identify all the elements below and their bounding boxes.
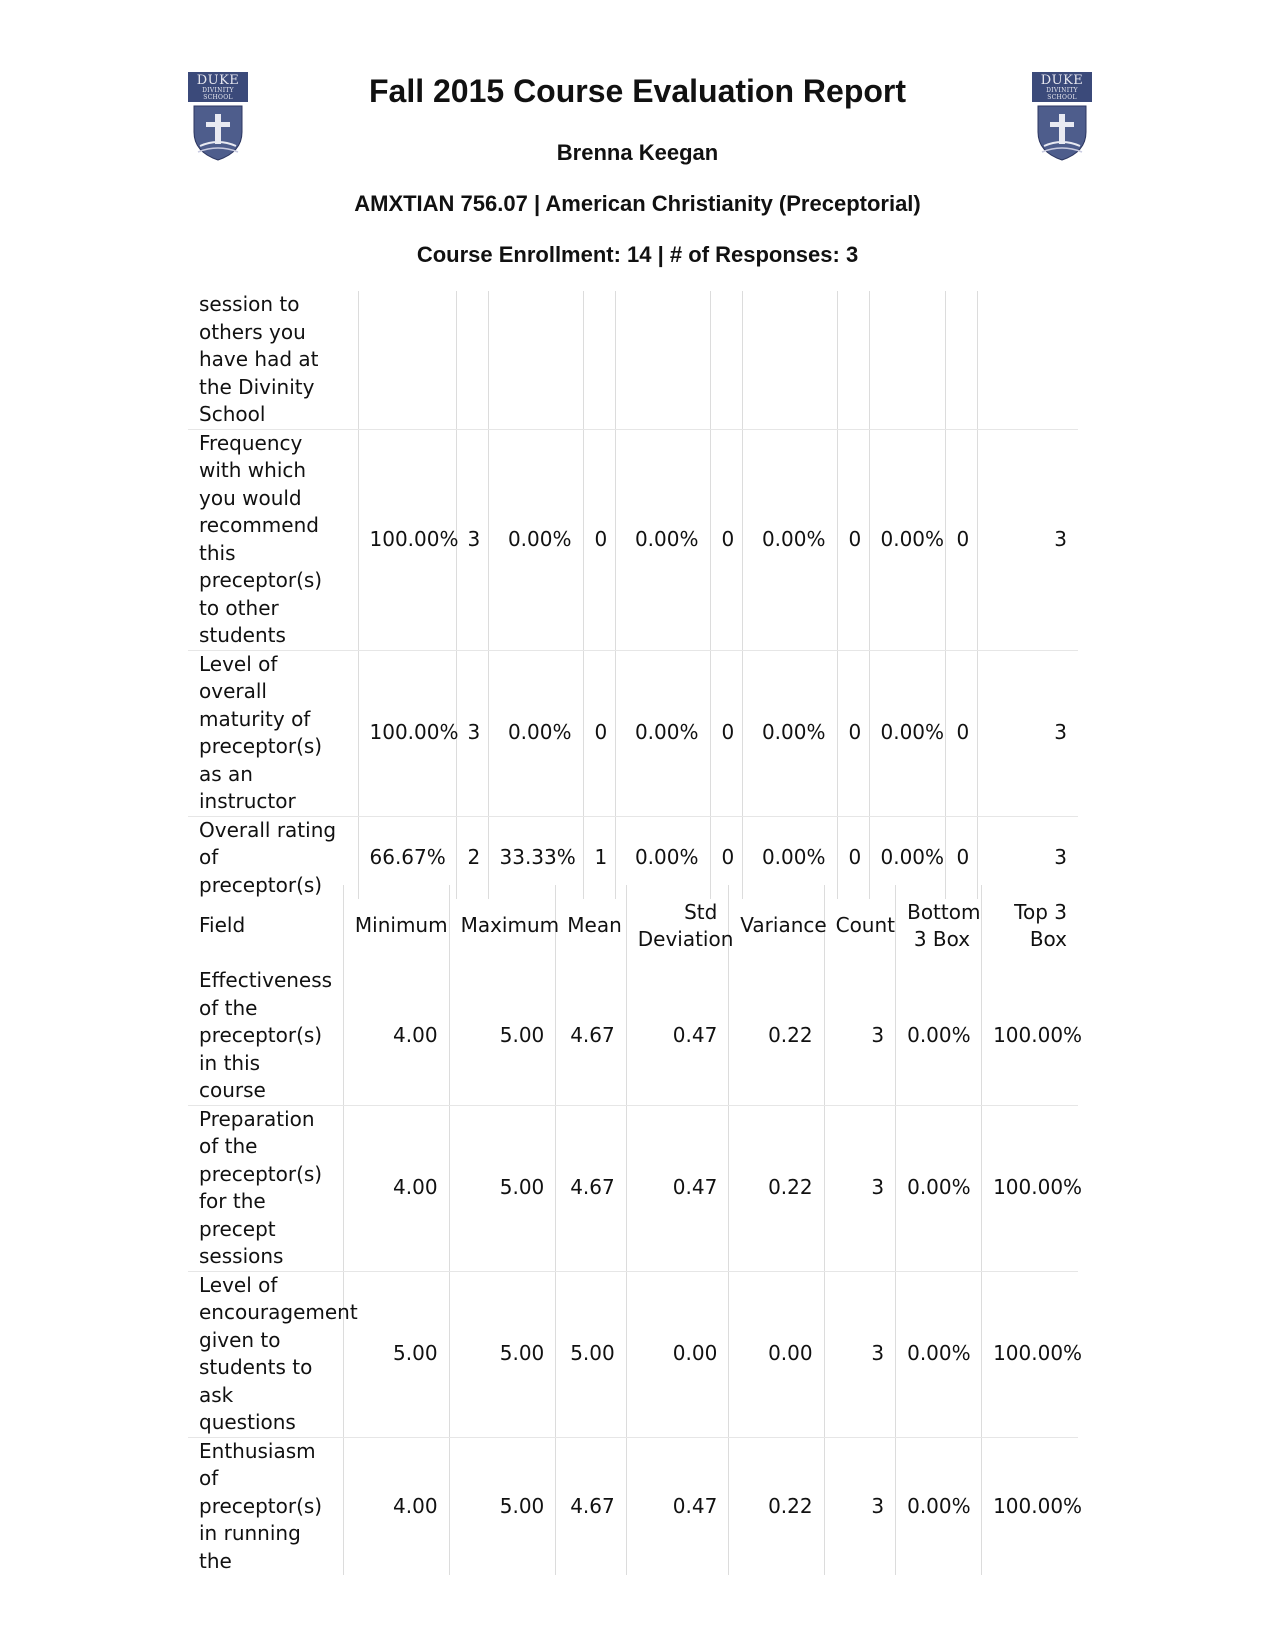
table-cell: 0.00% <box>869 429 945 650</box>
stat-cell: 0.47 <box>626 1105 729 1271</box>
logo-line-1: DUKE <box>196 73 240 88</box>
stat-cell: 5.00 <box>343 1271 449 1437</box>
table-cell: 0.00% <box>615 429 710 650</box>
stat-cell: 100.00% <box>982 1437 1078 1575</box>
stat-cell: 0.00 <box>626 1271 729 1437</box>
table-cell <box>869 291 945 429</box>
report-title: Fall 2015 Course Evaluation Report <box>368 73 907 109</box>
table-cell: 0.00% <box>488 429 583 650</box>
table-cell: 3 <box>977 816 1078 899</box>
table-cell: 3 <box>456 650 488 816</box>
row-label: Level of overall maturity of preceptor(s) as an instructor <box>188 650 358 816</box>
logo-line-2: DIVINITY <box>202 87 234 94</box>
stat-cell: 4.67 <box>556 1105 626 1271</box>
table-cell: 0.00% <box>869 650 945 816</box>
header-field: Field <box>199 913 246 938</box>
statistics-table <box>188 885 1083 1575</box>
enrollment-summary: Course Enrollment: 14 | # of Responses: 3 <box>416 242 859 267</box>
table-cell <box>710 291 742 429</box>
stat-cell: 0.22 <box>729 967 824 1105</box>
table-row <box>188 1271 1078 1437</box>
stat-cell: 3 <box>824 967 895 1105</box>
table-cell: 33.33% <box>488 816 583 899</box>
stat-cell: 3 <box>824 1105 895 1271</box>
header-top-3-box: Top 3 Box <box>982 885 1078 967</box>
header-mean: Mean <box>556 885 626 967</box>
table-cell: 2 <box>456 816 488 899</box>
table-cell: 0.00% <box>615 650 710 816</box>
header-variance: Variance <box>729 885 824 967</box>
table-cell <box>977 291 1078 429</box>
stat-cell: 4.00 <box>343 1105 449 1271</box>
stat-cell: 0.47 <box>626 1437 729 1575</box>
stat-cell: 100.00% <box>982 1271 1078 1437</box>
table-row <box>188 429 1078 650</box>
table-cell <box>837 291 869 429</box>
table-cell: 100.00% <box>358 650 456 816</box>
table-cell <box>742 291 837 429</box>
table-header-row <box>188 885 1078 967</box>
stat-cell: 100.00% <box>982 967 1078 1105</box>
row-label: Overall rating of preceptor(s) <box>199 817 337 897</box>
table-cell: 3 <box>977 650 1078 816</box>
stat-cell: 4.00 <box>343 1437 449 1575</box>
table-cell: 0 <box>945 650 977 816</box>
stat-cell: 4.67 <box>556 967 626 1105</box>
table-cell: 0.00% <box>615 816 710 899</box>
stat-cell: 5.00 <box>556 1271 626 1437</box>
stat-cell: 3 <box>824 1437 895 1575</box>
table-cell: 0.00% <box>742 816 837 899</box>
table-cell: 0 <box>837 650 869 816</box>
stat-cell: 4.00 <box>343 967 449 1105</box>
stat-cell: 0.00 <box>729 1271 824 1437</box>
header-std-deviation: Std Deviation <box>626 885 729 967</box>
table-row <box>188 650 1078 816</box>
table-cell: 0 <box>710 429 742 650</box>
field-label: Level of encouragement given to students to ask questions <box>188 1271 343 1437</box>
table-cell: 0 <box>837 429 869 650</box>
table-cell: 0.00% <box>742 650 837 816</box>
table-cell: 100.00% <box>358 429 456 650</box>
table-row <box>188 291 1078 429</box>
table-cell <box>615 291 710 429</box>
field-label: Preparation of the preceptor(s) for the precept sessions <box>188 1105 343 1271</box>
instructor-name: Brenna Keegan <box>556 140 719 165</box>
stat-cell: 5.00 <box>449 1271 556 1437</box>
row-label: Frequency with which you would recommend this preceptor(s) to other students <box>188 429 358 650</box>
course-title: AMXTIAN 756.07 | American Christianity (Preceptorial) <box>354 191 921 216</box>
table-cell: 1 <box>583 816 615 899</box>
logo-line-3: SCHOOL <box>1047 94 1077 101</box>
stat-cell: 0.00% <box>896 1271 982 1437</box>
table-cell <box>456 291 488 429</box>
stat-cell: 0.00% <box>896 1105 982 1271</box>
row-label: session to others you have had at the Divinity School <box>188 291 358 429</box>
header-bottom-3-box: Bottom 3 Box <box>896 885 982 967</box>
stat-cell: 5.00 <box>449 1105 556 1271</box>
stat-cell: 0.22 <box>729 1437 824 1575</box>
stat-cell: 0.47 <box>626 967 729 1105</box>
table-cell: 0 <box>837 816 869 899</box>
table-cell: 0 <box>583 429 615 650</box>
logo-line-2: DIVINITY <box>1046 87 1078 94</box>
logo-line-3: SCHOOL <box>203 94 233 101</box>
stat-cell: 0.22 <box>729 1105 824 1271</box>
frequency-table <box>188 291 1078 899</box>
table-cell: 0 <box>583 650 615 816</box>
field-label: Enthusiasm of preceptor(s) in running the <box>199 1438 323 1573</box>
table-cell: 66.67% <box>358 816 456 899</box>
header-maximum: Maximum <box>449 885 556 967</box>
table-cell: 0 <box>945 816 977 899</box>
stat-cell: 0.00% <box>896 967 982 1105</box>
stat-cell: 100.00% <box>982 1105 1078 1271</box>
table-cell: 0 <box>945 429 977 650</box>
table-row <box>188 967 1078 1105</box>
logo-line-1: DUKE <box>1040 73 1084 88</box>
table-row <box>188 1105 1078 1271</box>
table-cell: 0.00% <box>488 650 583 816</box>
table-cell: 0 <box>710 816 742 899</box>
table-cell <box>945 291 977 429</box>
table-cell <box>488 291 583 429</box>
stat-cell: 4.67 <box>556 1437 626 1575</box>
header-count: Count <box>824 885 895 967</box>
field-label: Effectiveness of the preceptor(s) in this course <box>188 967 343 1105</box>
stat-cell: 5.00 <box>449 967 556 1105</box>
table-cell: 3 <box>456 429 488 650</box>
table-cell: 0.00% <box>742 429 837 650</box>
stat-cell: 0.00% <box>896 1437 982 1575</box>
table-cell <box>583 291 615 429</box>
stat-cell: 5.00 <box>449 1437 556 1575</box>
header-minimum: Minimum <box>343 885 449 967</box>
table-cell: 3 <box>977 429 1078 650</box>
table-cell: 0.00% <box>869 816 945 899</box>
table-cell <box>358 291 456 429</box>
table-row <box>188 1437 1078 1575</box>
table-cell: 0 <box>710 650 742 816</box>
stat-cell: 3 <box>824 1271 895 1437</box>
